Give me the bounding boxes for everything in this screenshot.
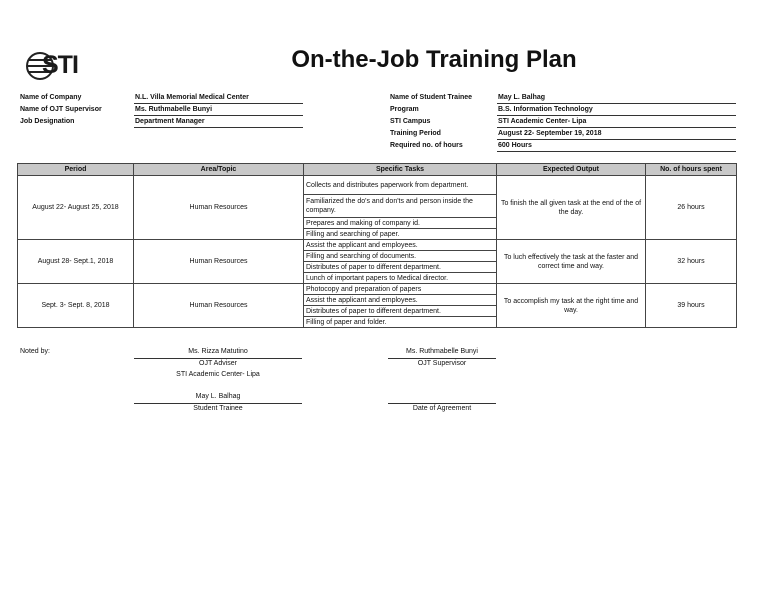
trainee-sign-name: May L. Balhag [195, 393, 241, 400]
supervisor-role: OJT Supervisor [417, 360, 467, 367]
output-cell: To luch effectively the task at the faster and correct time and way. [497, 240, 646, 284]
hours-cell: 26 hours [646, 176, 737, 240]
logo-text: STI [42, 51, 78, 79]
task-cell: Collects and distributes paperwork from department. [304, 176, 497, 195]
training-period-label: Training Period [390, 130, 441, 137]
period-cell: August 22- August 25, 2018 [18, 176, 134, 240]
task-cell: Filling of paper and folder. [304, 317, 497, 328]
task-cell: Photocopy and preparation of papers [304, 284, 497, 295]
adviser-role: OJT Adviser [199, 360, 237, 367]
trainee-signature-line [134, 403, 302, 404]
header-hours: No. of hours spent [646, 164, 737, 176]
header-tasks: Specific Tasks [304, 164, 497, 176]
period-cell: August 28- Sept.1, 2018 [18, 240, 134, 284]
required-hours-label: Required no. of hours [390, 142, 463, 149]
required-hours-value: 600 Hours [497, 140, 736, 152]
table-header-row [18, 164, 737, 176]
hours-cell: 32 hours [646, 240, 737, 284]
task-cell: Distributes of paper to different department. [304, 262, 497, 273]
program-label: Program [390, 106, 419, 113]
agreement-date-label: Date of Agreement [412, 405, 472, 412]
task-cell: Prepares and making of company id. [304, 218, 497, 229]
supervisor-label: Name of OJT Supervisor [20, 106, 102, 113]
trainee-value: May L. Balhag [497, 92, 736, 104]
company-label: Name of Company [20, 94, 82, 101]
adviser-org: STI Academic Center- Lipa [176, 371, 260, 378]
table-row [18, 284, 737, 295]
job-designation-value: Department Manager [134, 116, 303, 128]
supervisor-sign-name: Ms. Ruthmabelle Bunyi [406, 348, 478, 355]
task-cell: Familiarized the do's and don'ts and person inside the company. [304, 195, 497, 218]
task-cell: Assist the applicant and employees. [304, 240, 497, 251]
adviser-name: Ms. Rizza Matutino [188, 348, 248, 355]
noted-by-label: Noted by: [20, 348, 50, 355]
supervisor-signature-line [388, 358, 496, 359]
task-cell: Distributes of paper to different department. [304, 306, 497, 317]
task-cell: Lunch of important papers to Medical director. [304, 273, 497, 284]
header-output: Expected Output [497, 164, 646, 176]
task-cell: Filling and searching of documents. [304, 251, 497, 262]
job-designation-label: Job Designation [20, 118, 75, 125]
trainee-role: Student Trainee [193, 405, 243, 412]
output-cell: To finish the all given task at the end of the of the day. [497, 176, 646, 240]
area-cell: Human Resources [134, 284, 304, 328]
campus-label: STI Campus [390, 118, 431, 125]
header-area: Area/Topic [134, 164, 304, 176]
output-cell: To accomplish my task at the right time and way. [497, 284, 646, 328]
table-row [18, 240, 737, 251]
header-period: Period [18, 164, 134, 176]
task-cell: Filling and searching of paper. [304, 229, 497, 240]
training-period-value: August 22- September 19, 2018 [497, 128, 736, 140]
table-row [18, 176, 737, 195]
trainee-label: Name of Student Trainee [390, 94, 473, 101]
company-value: N.L. Villa Memorial Medical Center [134, 92, 303, 104]
area-cell: Human Resources [134, 176, 304, 240]
page-title: On-the-Job Training Plan [291, 46, 577, 73]
adviser-signature-line [134, 358, 302, 359]
task-cell: Assist the applicant and employees. [304, 295, 497, 306]
hours-cell: 39 hours [646, 284, 737, 328]
area-cell: Human Resources [134, 240, 304, 284]
sti-logo [26, 50, 88, 82]
campus-value: STI Academic Center- Lipa [497, 116, 736, 128]
period-cell: Sept. 3- Sept. 8, 2018 [18, 284, 134, 328]
training-plan-table [17, 163, 737, 328]
agreement-date-line [388, 403, 496, 404]
program-value: B.S. Information Technology [497, 104, 736, 116]
supervisor-value: Ms. Ruthmabelle Bunyi [134, 104, 303, 116]
